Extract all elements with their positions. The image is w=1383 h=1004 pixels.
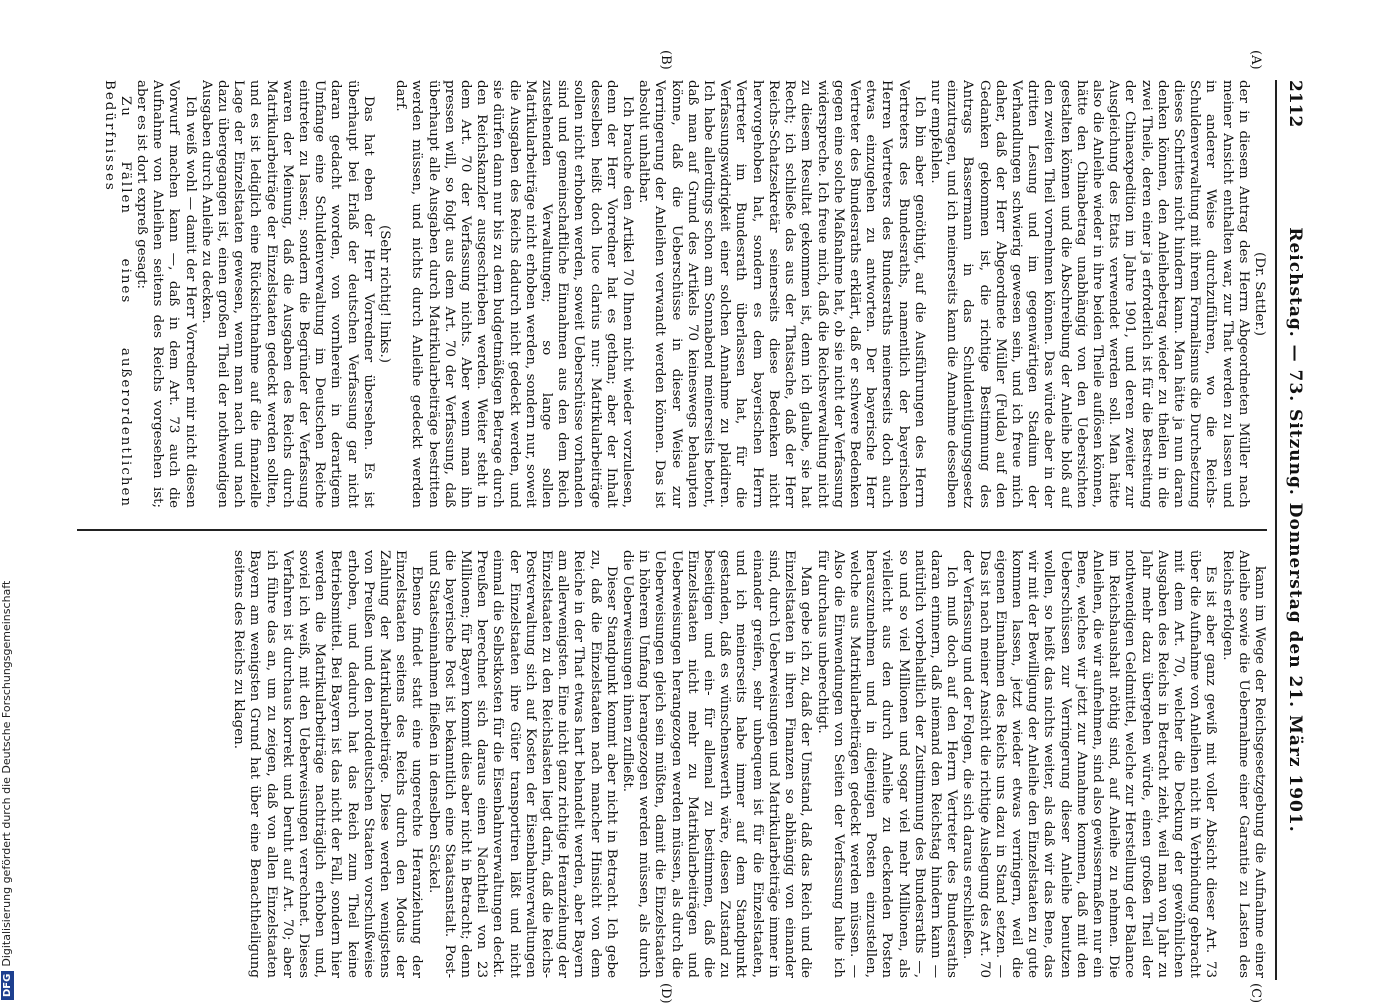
speaker-label: (Dr. Sattler.)	[1252, 252, 1267, 336]
page-number: 2112	[1285, 80, 1305, 128]
page-title: Reichstag. — 73. Sitzung. Donnerstag den 21. März 1901.	[1285, 227, 1305, 833]
paragraph: Ich bin aber genöthigt, auf die Ausführungen des Herrn Vertreters des Bundesraths, namentlich der bayerischen Herren Vertreters des Bundesraths meinerseits doch auch etwas einzugehen zu antworten. Der bayerische Herr Vertreter des Bundesraths erklärt, daß er schwere Bedenken gegen eine solche Maßnahme hat, ob sie nicht der Verfassung widerspreche. Ich freue mich, daß die Reichsverwaltung nicht zu diesem Resultat gekommen ist, denn ich glaube, sie hat Recht; ich schließe das aus der Thatsache, daß der Herr Reichs-Schatzsekretär seinerseits diese Bedenken nicht hervorgehoben hat, sondern es dem bayerischen Herrn Vertreter im Bundesrath überlassen hat, für die Verfassungswidrigkeit einer solchen Annahme zu plaidiren. Ich habe allerdings schon am Sonnabend meinerseits betont, daß man auf Grund des Artikels 70 keineswegs behaupten könne, daß die Ueberschüsse in dieser Weise zur Verringerung der Anleihen verwandt werden können. Das ist absolut unhaltbar.	[636, 80, 927, 508]
paragraph: Ich muß doch auf den Herrn Vertreter des Bundesraths daran erinnern, daß niemand den Reichstag hindern kann — natürlich vorbehaltlich der Zustimmung des Bundesraths —, so und so viel Millionen und sogar viel mehr Millionen, als vielleicht aus den durch Anleihe zu deckenden Posten herauszunehmen und in diejenigen Posten einzustellen, welche aus Matrikularbeiträgen gedeckt werden müssen. — Also die Einwendungen von Seiten der Verfassung halte ich für durchaus unberechtigt.	[814, 550, 960, 978]
paragraph: Es ist aber ganz gewiß mit voller Absicht dieser Art. 73 über die Aufnahme von Anleihen nicht in Verbindung gebracht mit dem Art. 70, welcher die Deckung der gewöhnlichen Ausgaben des Reichs in Betracht zieht, weil man von Jahr zu Jahr mehr dazu übergehen würde, einen großen Theil der nothwendigen Geldmittel, welche zur Herstellung der Balance im Reichshaushalt nöthig sind, auf Anleihe zu nehmen. Die Anleihen, die wir aufnehmen, sind also gewissermaßen nur ein Bene, welches wir jetzt zur Annahme kommen, daß mit den Ueberschüssen zur Verringerung dieser Anleihe benutzen wollen, so heißt das nichts weiter, als daß wir das Bene, das wir mit der Bewilligung der Anleihe den Einzelstaaten zu gute kommen lassen, jetzt wieder etwas verringern, weil die eigenen Einnahmen des Reichs uns dazu in Stand setzen. — Das ist nach meiner Ansicht die richtige Auslegung des Art. 70 der Verfassung und der Folgen, die sich daraus erschließen.	[960, 550, 1219, 978]
paragraph: Das hat eben der Herr Vorredner übersehen. Es ist überhaupt bei Erlaß der deutschen Verfassung gar nicht daran gedacht worden, von vornherein in derartigem Umfange eine Schuldenverwaltung im Deutschen Reiche eintreten zu lassen; sondern die Begründer der Verfassung waren der Meinung, daß die Ausgaben des Reichs durch Matrikularbeiträge der Einzelstaaten gedeckt werden sollten, und es ist lediglich eine Rücksichtnahme auf die finanzielle Lage der Einzelstaaten gewesen, wenn man nach und nach dazu übergegangen ist, einen großen Theil der nothwendigen Ausgaben durch Anleihe zu decken.	[198, 80, 376, 508]
margin-marker-b: (B)	[658, 50, 673, 70]
right-column	[77, 550, 1267, 978]
paragraph: der in diesem Antrag des Herrn Abgeordneten Müller nach meiner Ansicht enthalten war, zur That werden zu lassen und in anderer Weise durchzuführen, wo die Reichs-Schuldenverwaltung mit ihrem Formalismus die Durchsetzung dieses Schrittes nicht hindern kann. Man hätte ja nun daran denken können, den Anleihebetrag wieder zu theilen in die zwei Theile, deren einer ja erforderlich ist für die Bestreitung der Chinaexpedition im Jahre 1901, und deren zweiter zur Ausgleichung des Etats verwendet werden soll. Man hätte also die Anleihe wieder in ihre beiden Theile auflösen können, hätte den Chinabetrag unabhängig von den Uebersichten gestalten können und die Abschreibung der Anleihe bloß auf den zweiten Theil vornehmen können. Das würde aber in der dritten Lesung und im gegenwärtigen Stadium der Verhandlungen schwierig gewesen sein, und ich freue mich daher, daß der Herr Abgeordnete Müller (Fulda) auf den Gedanken gekommen ist, die richtige Bestimmung des Antrags Bassermann in das Schuldentilgungsgesetz einzutragen, und ich meinerseits kann die Annahme desselben nur empfehlen.	[927, 80, 1251, 508]
paragraph: Dieser Standpunkt kommt aber nicht in Betracht. Ich gebe zu, daß die Einzelstaaten nach mancher Hinsicht von dem Reiche in der That etwas hart behandelt werden, aber Bayern am allerwenigsten. Eine nicht ganz richtige Heranziehung der Einzelstaaten zu den Reichslasten liegt darin, daß die Reichs-Postverwaltung sich auf Kosten der Eisenbahnverwaltungen der Einzelstaaten ihre Güter transportiren läßt und nicht einmal die Selbstkosten für die Eisenbahnverwaltungen deckt. Preußen berechnet sich daraus einen Nachtheil von 23 Millionen; für Bayern kommt dies aber nicht in Betracht; denn die bayerische Post ist bekanntlich eine Staatsanstalt. Post- und Staatseinnahmen fließen in denselben Säckel.	[425, 550, 619, 978]
header-rule	[1275, 80, 1277, 980]
paragraph: Man gebe ich zu, daß der Umstand, daß das Reich und die Einzelstaaten in ihren Finanzen so abhängig von einander sind, durch Ueberweisungen und Matrikularbeiträge immer in einander greifen, sehr unbequem ist für die Einzelstaaten, und ich meinerseits habe immer auf dem Standpunkt gestanden, daß es wünschenswerth wäre, diesen Zustand zu beseitigen und ein- für allemal zu bestimmen, daß die Einzelstaaten nicht mehr zu Matrikularbeiträgen und Ueberweisungen herangezogen werden müssen, als durch die Ueberweisungen gleich sein müßten, damit die Einzelstaaten in höherem Umfang herangezogen werden müssen, als durch die Ueberweisungen ihnen zufließt.	[620, 550, 814, 978]
column-separator	[77, 529, 1267, 531]
paragraph: Ebenso findet statt eine ungerechte Heranziehung der Einzelstaaten seitens des Reichs durch den Modus der Zahlung der Matrikularbeiträge. Diese werden wenigstens von Preußen und den norddeutschen Staaten vorschußweise erhoben, und dadurch hat das Reich zum Theil keine Betriebsmittel. Bei Bayern ist das nicht der Fall, sondern hier werden die Matrikularbeiträge nachträglich erhoben und, soviel ich weiß, mit den Ueberweisungen verrechnet. Dieses Verfahren ist durchaus korrekt und beruht auf Art. 70; aber ich führe das an, um zu zeigen, daß von allen Einzelstaaten Bayern am wenigsten Grund hat über eine Benachtheiligung seitens des Reichs zu klagen.	[231, 550, 425, 978]
left-column	[77, 80, 1267, 508]
dfg-logo: DFG	[1, 971, 14, 1000]
paragraph: Ich weiß wohl — damit der Herr Vorredner mir nicht diesen Vorwurf machen kann —, daß in dem Art. 73 auch die Aufnahme von Anleihen seitens des Reichs vorgesehen ist; aber es ist dort expreß gesagt:	[133, 80, 198, 508]
interjection: (Sehr richtig! links.)	[377, 225, 393, 363]
margin-marker-d: (D)	[658, 983, 673, 1004]
margin-marker-c: (C)	[1248, 983, 1263, 1004]
digitization-credit	[0, 0, 16, 1000]
credit-text: Digitalisierung gefördert durch die Deutsche Forschungsgemeinschaft	[0, 580, 13, 967]
quotation: Zu Fällen eines außerordentlichen Bedürfnisses	[101, 80, 133, 508]
paragraph: Ich brauche den Artikel 70 Ihnen nicht wieder vorzulesen, denn der Herr Vorredner hat es gethan; aber der Inhalt desselben heißt doch luce clarius nur: Matrikularbeiträge sollen nicht erhoben werden, soweit Ueberschüsse vorhanden sind und gemeinschaftliche Einnahmen aus den dem Reich zustehenden Verwaltungen; so lange sollen Matrikularbeiträge nicht erhoben werden, sondern nur, soweit die Ausgaben des Reichs dadurch nicht gedeckt werden, und sie dürfen dann nur bis zu dem budgetmäßigen Betrage durch den Reichskanzler ausgeschrieben werden. Weiter steht in dem Art. 70 der Verfassung nichts. Aber wenn man ihn pressen will, so folgt aus dem Art. 70 der Verfassung, daß überhaupt alle Ausgaben durch Matrikularbeiträge bestritten werden müssen, und nichts durch Anleihe gedeckt werden darf.	[393, 80, 636, 508]
quotation: kann im Wege der Reichsgesetzgebung die Aufnahme einer Anleihe sowie die Uebernahme einer Garantie zu Lasten des Reichs erfolgen.	[1219, 550, 1267, 978]
margin-marker-a: (A)	[1248, 50, 1263, 70]
document-page	[68, 50, 1313, 1004]
page-header	[1279, 80, 1313, 980]
